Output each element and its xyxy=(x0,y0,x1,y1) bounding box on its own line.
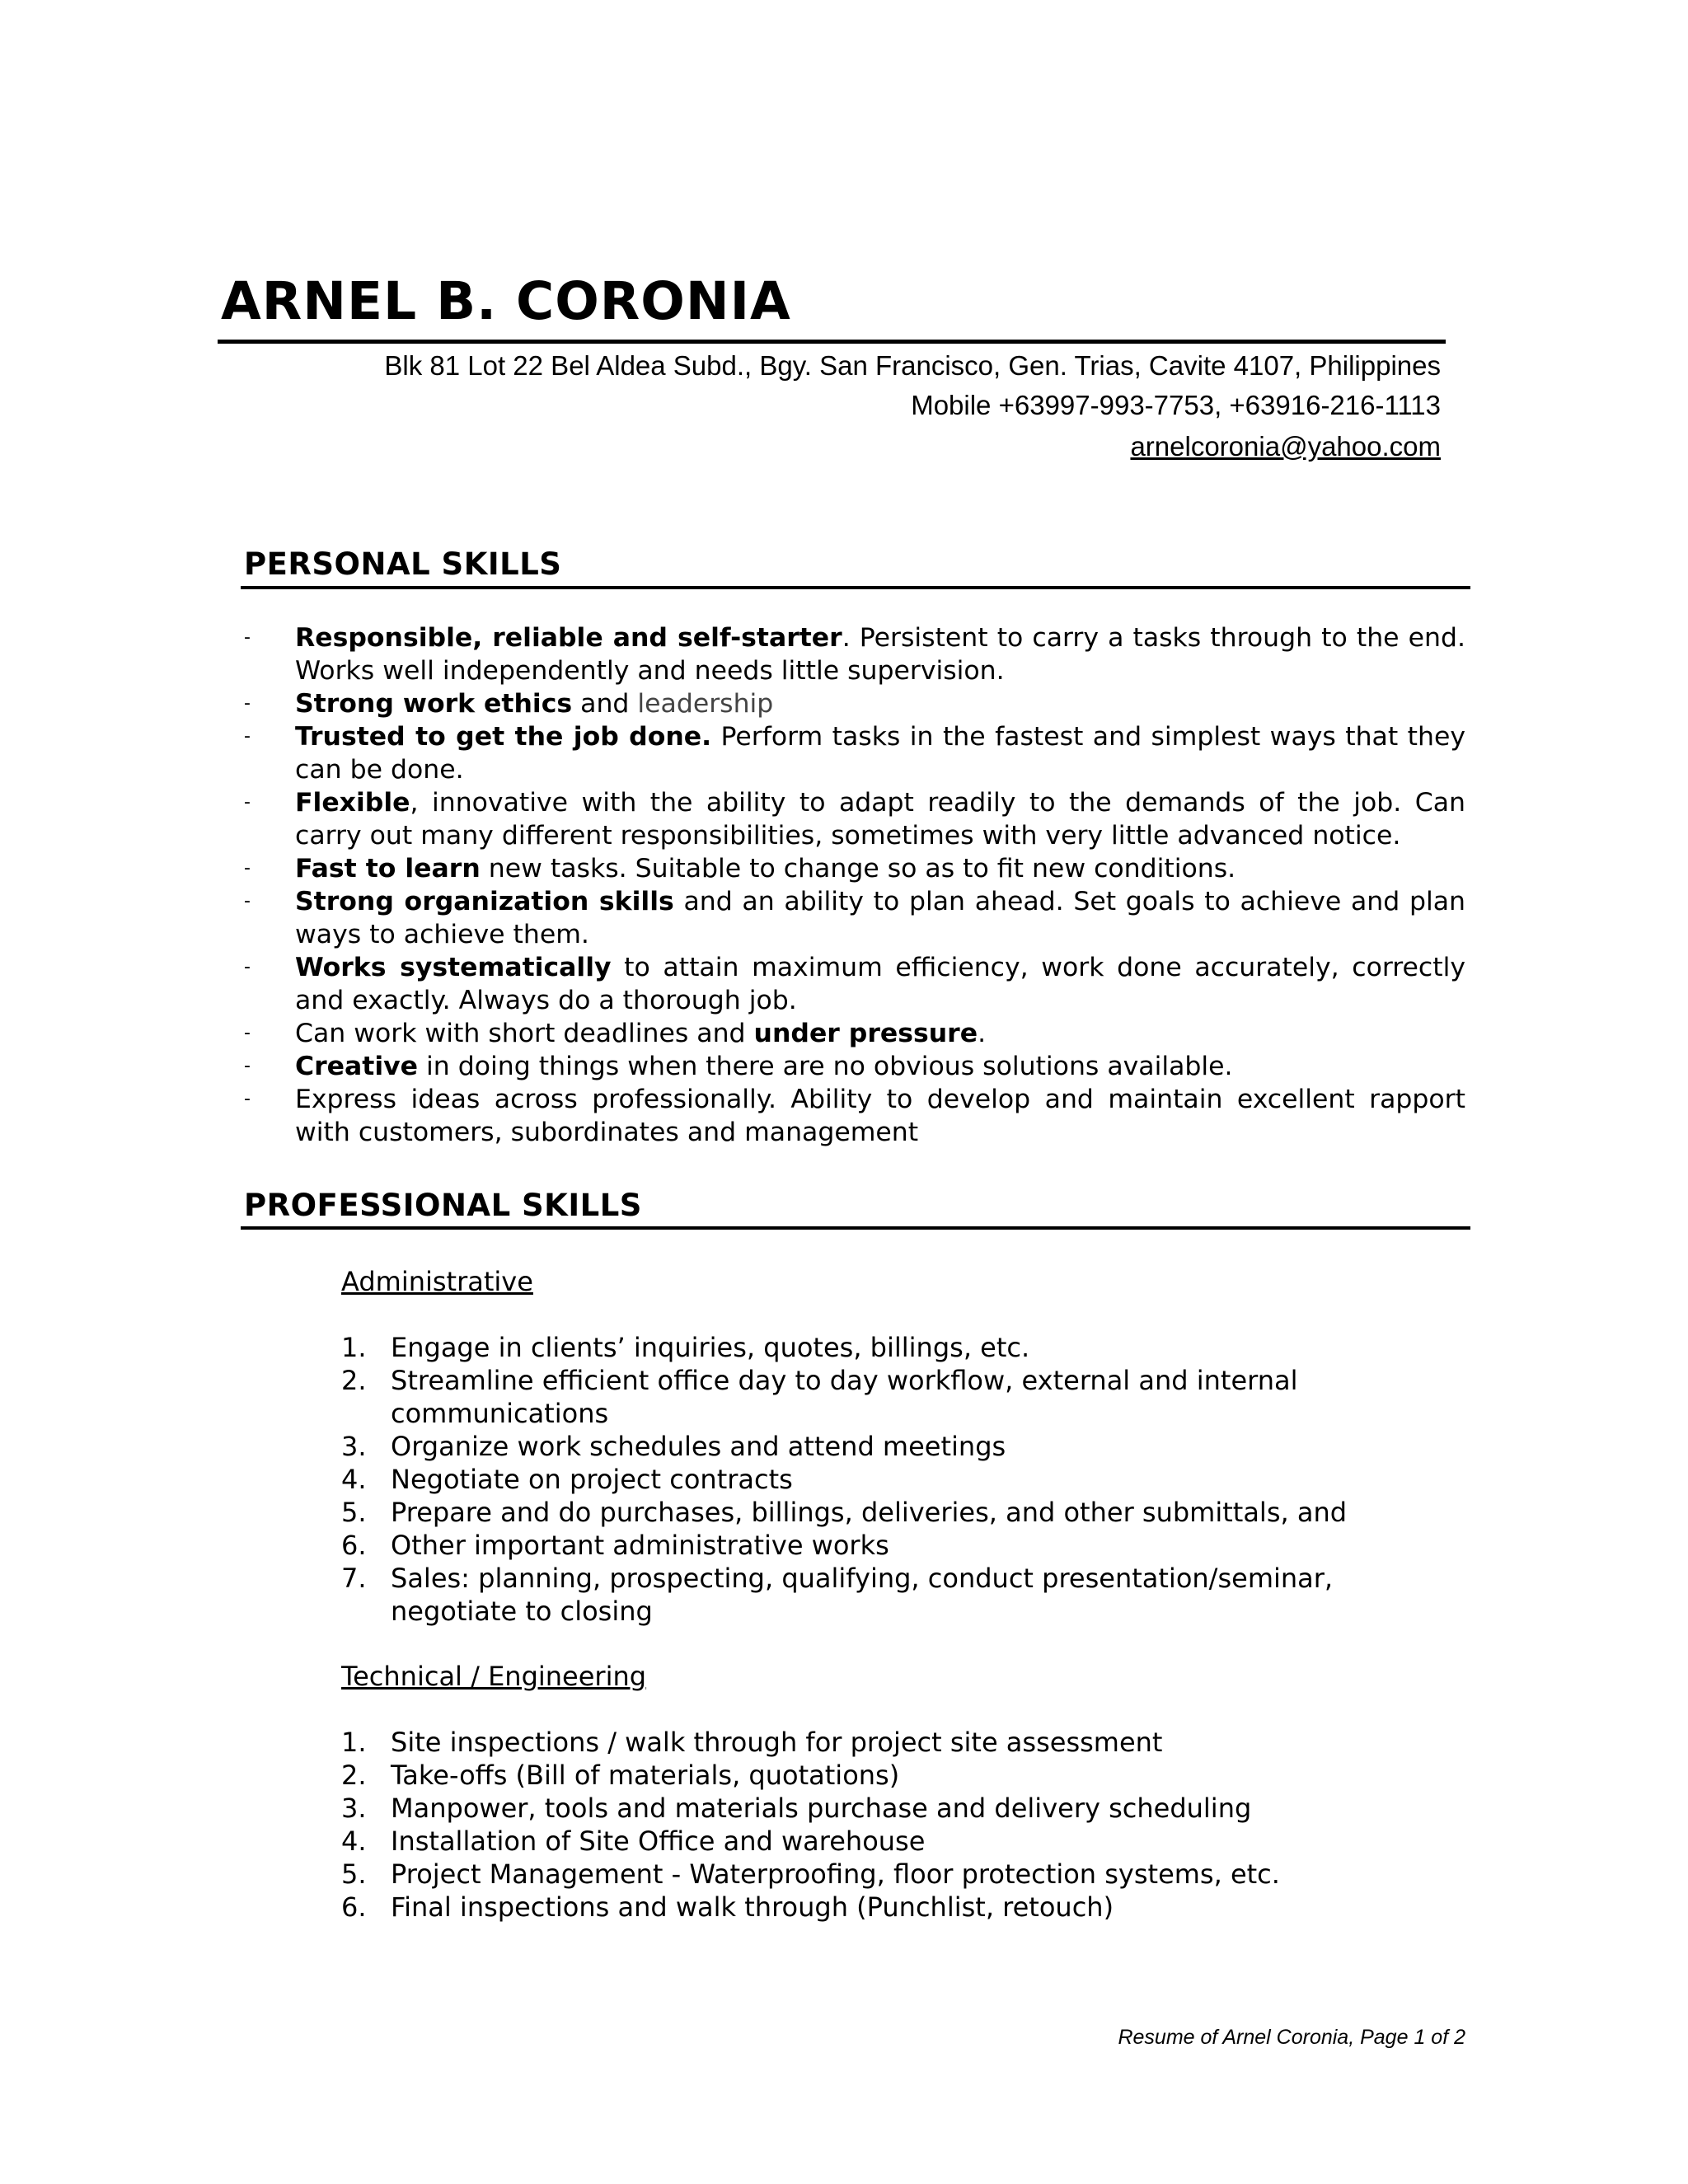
list-item xyxy=(244,1083,1465,1149)
dash-bullet: - xyxy=(244,858,251,879)
skill-highlight: Flexible xyxy=(295,788,410,818)
list-item xyxy=(341,1430,1413,1463)
item-number: 3. xyxy=(341,1431,367,1462)
list-item xyxy=(341,1726,1413,1759)
address-line: Blk 81 Lot 22 Bel Aldea Subd., Bgy. San Francisco, Gen. Trias, Cavite 4107, Philippines xyxy=(384,350,1441,381)
professional-skills-divider xyxy=(241,1226,1470,1230)
list-item xyxy=(244,1050,1465,1083)
item-number: 7. xyxy=(341,1563,367,1594)
list-item xyxy=(244,720,1465,786)
skill-text: and an ability to plan ahead. Set goals to achieve and plan ways to achieve them. xyxy=(295,887,1465,949)
skill-text: . xyxy=(978,1019,987,1048)
list-item xyxy=(341,1759,1413,1792)
page-footer: Resume of Arnel Coronia, Page 1 of 2 xyxy=(1118,2026,1465,2049)
list-item xyxy=(341,1792,1413,1825)
list-item xyxy=(244,885,1465,951)
list-item xyxy=(244,852,1465,885)
item-text: Installation of Site Office and warehouse xyxy=(391,1825,926,1857)
item-text: Engage in clients’ inquiries, quotes, billings, etc. xyxy=(391,1332,1030,1363)
mobile-line: Mobile +63997-993-7753, +63916-216-1113 xyxy=(911,390,1441,420)
list-item xyxy=(341,1562,1413,1628)
item-number: 2. xyxy=(341,1760,367,1791)
list-item xyxy=(244,687,1465,720)
item-number: 6. xyxy=(341,1891,367,1923)
item-text: Final inspections and walk through (Punchlist, retouch) xyxy=(391,1891,1114,1923)
item-number: 5. xyxy=(341,1497,367,1528)
item-number: 4. xyxy=(341,1825,367,1857)
item-text: Sales: planning, prospecting, qualifying, conduct presentation/seminar, negotiate to closing xyxy=(391,1563,1334,1627)
skill-highlight: Trusted to get the job done. xyxy=(295,722,712,752)
item-text: Prepare and do purchases, billings, deliveries, and other submittals, and xyxy=(391,1497,1348,1528)
skill-text: . Persistent to carry a tasks through to the end. Works well independently and needs little supervision. xyxy=(295,623,1465,686)
list-item xyxy=(244,951,1465,1017)
technical-subheading: Technical / Engineering xyxy=(341,1661,647,1692)
administrative-list xyxy=(341,1331,1413,1628)
candidate-name: ARNEL B. CORONIA xyxy=(221,271,791,331)
item-number: 1. xyxy=(341,1332,367,1363)
dash-bullet: - xyxy=(244,891,251,912)
item-text: Manpower, tools and materials purchase and delivery scheduling xyxy=(391,1793,1252,1824)
item-number: 6. xyxy=(341,1530,367,1561)
skill-highlight: Fast to learn xyxy=(295,854,481,883)
skill-text: , innovative with the ability to adapt readily to the demands of the job. Can carry out many different responsibilities, sometimes with very little advanced notice. xyxy=(295,788,1465,851)
list-item xyxy=(341,1858,1413,1891)
skill-highlight: Strong work ethics xyxy=(295,689,573,719)
skill-text: to attain maximum efficiency, work done accurately, correctly and exactly. Always do a thorough job. xyxy=(295,953,1465,1015)
item-text: Other important administrative works xyxy=(391,1530,889,1561)
email-link[interactable]: arnelcoronia@yahoo.com xyxy=(1130,431,1441,462)
item-number: 3. xyxy=(341,1793,367,1824)
dash-bullet: - xyxy=(244,1023,251,1043)
list-item xyxy=(244,1017,1465,1050)
item-number: 4. xyxy=(341,1464,367,1495)
item-text: Site inspections / walk through for project site assessment xyxy=(391,1727,1163,1758)
item-text: Project Management - Waterproofing, floor protection systems, etc. xyxy=(391,1858,1280,1890)
personal-skills-list xyxy=(244,621,1465,1149)
skill-text: in doing things when there are no obvious solutions available. xyxy=(418,1052,1233,1081)
skill-text: new tasks. Suitable to change so as to fit new conditions. xyxy=(480,854,1236,883)
dash-bullet: - xyxy=(244,726,251,747)
list-item xyxy=(341,1496,1413,1529)
skill-text-tail: leadership xyxy=(637,689,774,719)
list-item xyxy=(341,1891,1413,1924)
dash-bullet: - xyxy=(244,792,251,813)
skill-text: Perform tasks in the fastest and simplest ways that they can be done. xyxy=(295,722,1465,785)
list-item xyxy=(341,1463,1413,1496)
list-item xyxy=(341,1825,1413,1858)
administrative-subheading: Administrative xyxy=(341,1266,533,1297)
personal-skills-divider xyxy=(241,586,1470,589)
item-text: Streamline efficient office day to day workflow, external and internal communications xyxy=(391,1365,1298,1429)
list-item xyxy=(341,1364,1413,1430)
skill-highlight: Strong organization skills xyxy=(295,887,674,916)
list-item xyxy=(341,1331,1413,1364)
list-item xyxy=(341,1529,1413,1562)
item-number: 5. xyxy=(341,1858,367,1890)
skill-highlight: Creative xyxy=(295,1052,419,1081)
dash-bullet: - xyxy=(244,1089,251,1109)
technical-list xyxy=(341,1726,1413,1924)
list-item xyxy=(244,786,1465,852)
skill-highlight: Works systematically xyxy=(295,953,612,982)
item-number: 2. xyxy=(341,1365,367,1396)
name-divider xyxy=(218,340,1446,344)
dash-bullet: - xyxy=(244,957,251,977)
skill-text: Express ideas across professionally. Ability to develop and maintain excellent rapport with customers, subordinates and management xyxy=(295,1085,1465,1147)
item-text: Take-offs (Bill of materials, quotations) xyxy=(391,1760,900,1791)
dash-bullet: - xyxy=(244,693,251,714)
item-number: 1. xyxy=(341,1727,367,1758)
skill-highlight: Responsible, reliable and self-starter xyxy=(295,623,842,653)
professional-skills-heading: PROFESSIONAL SKILLS xyxy=(244,1188,642,1223)
list-item xyxy=(244,621,1465,687)
item-text: Organize work schedules and attend meetings xyxy=(391,1431,1006,1462)
dash-bullet: - xyxy=(244,1056,251,1076)
personal-skills-heading: PERSONAL SKILLS xyxy=(244,546,562,582)
skill-text-lead: Can work with short deadlines and xyxy=(295,1019,754,1048)
dash-bullet: - xyxy=(244,627,251,648)
skill-text: and xyxy=(572,689,638,719)
skill-highlight: under pressure xyxy=(753,1019,978,1048)
item-text: Negotiate on project contracts xyxy=(391,1464,793,1495)
